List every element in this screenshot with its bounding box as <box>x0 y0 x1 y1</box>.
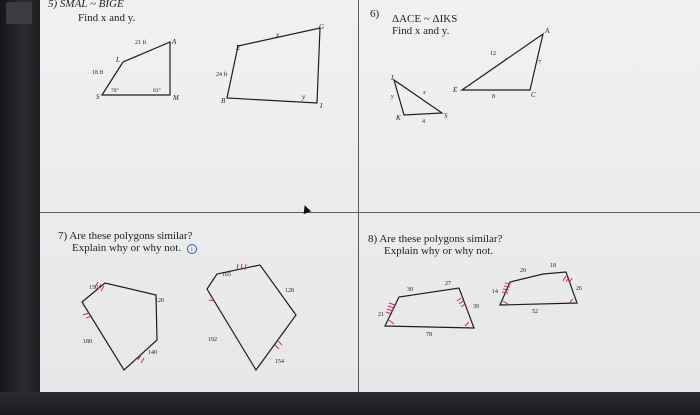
trapezoid-8b-side-top-right: 18 <box>550 263 556 269</box>
problem-7-question: Are these polygons similar? <box>69 230 193 242</box>
trapezoid-8a-side-right: 39 <box>473 304 479 310</box>
polygon-7a-angle-3: 180 <box>83 339 92 345</box>
vertex-i-2: I <box>391 74 394 82</box>
screen-bezel-left <box>0 0 40 415</box>
problem-8-number: 8) <box>368 233 378 245</box>
vertex-l: L <box>116 56 120 64</box>
vertex-s-2: S <box>444 112 448 120</box>
problem-6-instruction: Find x and y. <box>392 25 450 37</box>
vertex-a-2: A <box>545 27 550 35</box>
polygon-7b-angle-1: 165 <box>222 272 231 278</box>
trapezoid-8a-side-left: 21 <box>378 312 384 318</box>
trapezoid-8b-tick-corner-left <box>503 301 508 304</box>
quad-bige-side-top: x <box>276 31 280 39</box>
triangle-ace-side-bottom: 8 <box>492 94 495 100</box>
problem-5-similarity: SMAL ~ BIGE <box>59 0 124 10</box>
trapezoid-8a-side-bottom: 78 <box>426 332 432 338</box>
bezel-reflection <box>6 2 32 24</box>
vertex-s: S <box>96 93 100 101</box>
quad-bige-side-left: 24 ft <box>216 72 228 78</box>
problem-6-number: 6) <box>370 8 380 20</box>
quad-smal-angle-s: 78° <box>111 88 119 94</box>
triangle-ace-side-left: 12 <box>490 51 496 57</box>
trapezoid-8b-tick-corner-right <box>569 299 573 303</box>
trapezoid-8b-side-left: 14 <box>492 289 498 295</box>
problem-6-similarity: ΔACE ~ ΔIKS <box>392 13 458 25</box>
vertex-i: I <box>320 102 323 110</box>
polygon-7a-angle-1: 150 <box>89 285 98 291</box>
vertex-m: M <box>173 94 179 102</box>
triangle-iks-side-y: y <box>391 94 394 100</box>
trapezoid-8a-tick-corner-right <box>465 322 469 326</box>
quad-smal-angle-m: 83° <box>153 88 161 94</box>
vertex-g: G <box>319 23 325 31</box>
vertex-k: K <box>396 114 401 122</box>
triangle-iks-side-bottom: 4 <box>422 119 425 125</box>
polygon-7b-angle-2: 128 <box>285 288 294 294</box>
trapezoid-8a-side-top: 30 <box>407 287 413 293</box>
problem-8-figures <box>40 0 700 392</box>
polygon-7b-angle-4: 154 <box>275 359 284 365</box>
worksheet <box>40 0 700 392</box>
quad-smal-side-left: 18 ft <box>92 70 104 76</box>
info-icon[interactable]: i <box>187 244 197 254</box>
vertex-e-2: E <box>453 86 458 94</box>
trapezoid-8b-side-top-left: 20 <box>520 268 526 274</box>
trapezoid-8b-side-right: 26 <box>576 286 582 292</box>
vertex-b: B <box>221 97 226 105</box>
problem-5-number: 5) <box>48 0 58 10</box>
polygon-7a-angle-2: 120 <box>155 298 164 304</box>
problem-7-number: 7) <box>58 230 68 242</box>
polygon-7a-angle-4: 140 <box>148 350 157 356</box>
screen-bezel-bottom <box>0 392 700 415</box>
trapezoid-8a <box>385 288 474 328</box>
trapezoid-8a-side-right-top: 27 <box>445 281 451 287</box>
quad-bige-side-bottom: y <box>302 93 306 101</box>
trapezoid-8b-side-bottom: 52 <box>532 309 538 315</box>
problem-8-explain: Explain why or why not. <box>384 245 494 257</box>
polygon-7b-angle-3: 192 <box>208 337 217 343</box>
vertex-c: C <box>531 91 536 99</box>
triangle-ace-side-right: 7 <box>538 60 541 66</box>
problem-5-instruction: Find x and y. <box>78 12 136 24</box>
problem-8-question: Are these polygons similar? <box>379 233 503 245</box>
vertex-a: A <box>172 38 177 46</box>
triangle-iks-side-x: x <box>423 90 426 96</box>
vertex-e: E <box>236 44 241 52</box>
trapezoid-8a-tick-corner-left <box>389 320 394 324</box>
quad-smal-side-top: 21 ft <box>135 40 147 46</box>
problem-7-explain-text: Explain why or why not. <box>72 242 182 254</box>
